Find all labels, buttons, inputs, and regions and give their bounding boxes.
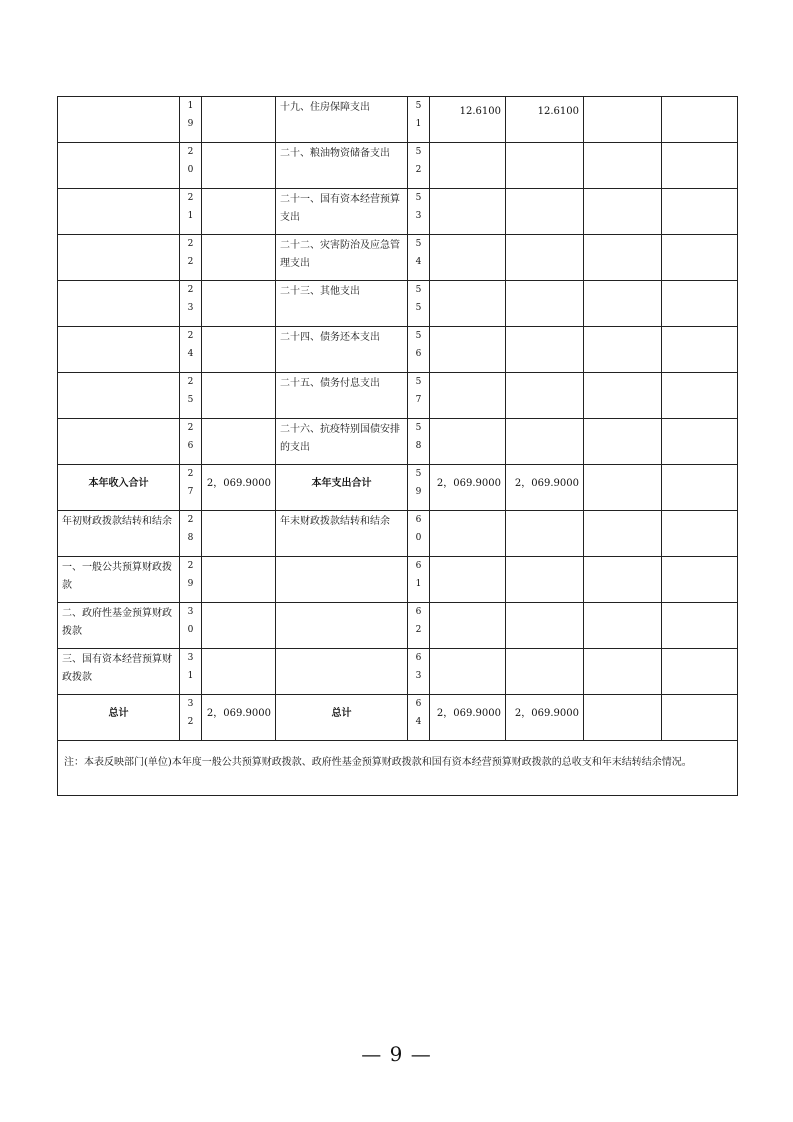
income-item-label (58, 235, 180, 281)
income-item-label (58, 189, 180, 235)
general-budget-amount (506, 327, 584, 373)
fund-budget-amount (584, 419, 662, 465)
expense-total-amount (430, 143, 506, 189)
expense-row-number-text: 55 (415, 285, 422, 313)
expense-row-number (408, 419, 430, 465)
income-row-number-text: 30 (187, 607, 194, 635)
expense-item-label: 二十五、债务付息支出 (276, 373, 408, 419)
table-row (58, 327, 738, 373)
table-row (58, 419, 738, 465)
expense-row-number-text: 64 (415, 699, 422, 727)
state-capital-budget-amount (662, 419, 738, 465)
income-amount (202, 419, 276, 465)
state-capital-budget-amount (662, 327, 738, 373)
general-budget-amount (506, 281, 584, 327)
income-row-number-text: 19 (187, 101, 194, 129)
table-row (58, 97, 738, 143)
income-row-number-text: 31 (187, 653, 194, 681)
expense-row-number (408, 143, 430, 189)
state-capital-budget-amount (662, 97, 738, 143)
expense-item-label (276, 603, 408, 649)
income-row-number-text: 20 (187, 147, 194, 175)
income-item-label: 一、一般公共预算财政拨款 (58, 557, 180, 603)
expense-row-number (408, 373, 430, 419)
fiscal-appropriation-table (57, 96, 738, 796)
income-amount (202, 189, 276, 235)
expense-row-number (408, 465, 430, 511)
income-row-number (180, 97, 202, 143)
income-item-label (58, 97, 180, 143)
expense-row-number-text: 60 (415, 515, 422, 543)
income-row-number (180, 695, 202, 741)
general-budget-amount: 2，069.9000 (506, 695, 584, 741)
expense-total-amount (430, 603, 506, 649)
general-budget-amount: 2，069.9000 (506, 465, 584, 511)
income-row-number (180, 235, 202, 281)
expense-item-label: 二十、粮油物资储备支出 (276, 143, 408, 189)
state-capital-budget-amount (662, 557, 738, 603)
income-amount: 2，069.9000 (202, 695, 276, 741)
expense-row-number (408, 281, 430, 327)
income-row-number (180, 373, 202, 419)
income-row-number-text: 25 (187, 377, 194, 405)
table-note: 注：本表反映部门(单位)本年度一般公共预算财政拨款、政府性基金预算财政拨款和国有资本经营预算财政拨款的总收支和年末结转结余情况。 (58, 741, 738, 796)
income-row-number-text: 24 (187, 331, 194, 359)
general-budget-amount (506, 511, 584, 557)
income-amount (202, 373, 276, 419)
expense-total-amount (430, 189, 506, 235)
table-row (58, 465, 738, 511)
expense-row-number (408, 189, 430, 235)
fund-budget-amount (584, 695, 662, 741)
expense-item-label: 本年支出合计 (276, 465, 408, 511)
general-budget-amount (506, 189, 584, 235)
income-row-number-text: 21 (187, 193, 194, 221)
income-row-number (180, 465, 202, 511)
income-item-label: 本年收入合计 (58, 465, 180, 511)
income-amount (202, 649, 276, 695)
general-budget-amount (506, 419, 584, 465)
expense-row-number-text: 62 (415, 607, 422, 635)
table-row (58, 235, 738, 281)
expense-total-amount (430, 327, 506, 373)
expense-item-label: 总计 (276, 695, 408, 741)
state-capital-budget-amount (662, 603, 738, 649)
expense-total-amount (430, 649, 506, 695)
fund-budget-amount (584, 143, 662, 189)
general-budget-amount (506, 649, 584, 695)
income-item-label (58, 327, 180, 373)
general-budget-amount (506, 373, 584, 419)
expense-row-number-text: 51 (415, 101, 422, 129)
expense-row-number (408, 235, 430, 281)
table-row (58, 649, 738, 695)
income-amount (202, 143, 276, 189)
general-budget-amount (506, 143, 584, 189)
income-row-number (180, 189, 202, 235)
table-row (58, 143, 738, 189)
state-capital-budget-amount (662, 281, 738, 327)
income-row-number-text: 32 (187, 699, 194, 727)
income-item-label: 年初财政拨款结转和结余 (58, 511, 180, 557)
state-capital-budget-amount (662, 465, 738, 511)
income-row-number (180, 603, 202, 649)
fund-budget-amount (584, 235, 662, 281)
income-item-label (58, 143, 180, 189)
table-row (58, 189, 738, 235)
expense-row-number (408, 97, 430, 143)
general-budget-amount (506, 557, 584, 603)
income-row-number-text: 27 (187, 469, 194, 497)
expense-row-number-text: 59 (415, 469, 422, 497)
income-row-number-text: 28 (187, 515, 194, 543)
expense-row-number-text: 53 (415, 193, 422, 221)
expense-total-amount (430, 373, 506, 419)
table-row (58, 603, 738, 649)
expense-row-number (408, 649, 430, 695)
expense-item-label (276, 649, 408, 695)
fund-budget-amount (584, 465, 662, 511)
income-row-number-text: 29 (187, 561, 194, 589)
income-amount (202, 511, 276, 557)
expense-row-number-text: 52 (415, 147, 422, 175)
general-budget-amount: 12.6100 (506, 97, 584, 143)
state-capital-budget-amount (662, 649, 738, 695)
table-row (58, 373, 738, 419)
expense-item-label: 十九、住房保障支出 (276, 97, 408, 143)
income-amount (202, 97, 276, 143)
income-item-label (58, 419, 180, 465)
expense-total-amount: 2，069.9000 (430, 695, 506, 741)
income-row-number-text: 22 (187, 239, 194, 267)
income-row-number-text: 26 (187, 423, 194, 451)
income-row-number (180, 649, 202, 695)
general-budget-amount (506, 603, 584, 649)
expense-item-label: 二十六、抗疫特别国债安排的支出 (276, 419, 408, 465)
expense-row-number-text: 54 (415, 239, 422, 267)
fund-budget-amount (584, 189, 662, 235)
income-row-number-text: 23 (187, 285, 194, 313)
income-row-number (180, 143, 202, 189)
fund-budget-amount (584, 603, 662, 649)
income-amount (202, 327, 276, 373)
expense-item-label: 二十三、其他支出 (276, 281, 408, 327)
income-row-number (180, 511, 202, 557)
expense-row-number-text: 61 (415, 561, 422, 589)
expense-total-amount (430, 281, 506, 327)
state-capital-budget-amount (662, 695, 738, 741)
income-item-label (58, 373, 180, 419)
income-amount (202, 603, 276, 649)
expense-row-number-text: 56 (415, 331, 422, 359)
table-row (58, 281, 738, 327)
expense-total-amount (430, 557, 506, 603)
expense-row-number (408, 603, 430, 649)
expense-item-label (276, 557, 408, 603)
fund-budget-amount (584, 97, 662, 143)
expense-row-number (408, 511, 430, 557)
fund-budget-amount (584, 511, 662, 557)
income-amount (202, 281, 276, 327)
fund-budget-amount (584, 649, 662, 695)
state-capital-budget-amount (662, 235, 738, 281)
fund-budget-amount (584, 327, 662, 373)
expense-row-number (408, 327, 430, 373)
expense-row-number (408, 695, 430, 741)
state-capital-budget-amount (662, 511, 738, 557)
expense-item-label: 二十二、灾害防治及应急管理支出 (276, 235, 408, 281)
expense-total-amount (430, 511, 506, 557)
income-amount: 2，069.9000 (202, 465, 276, 511)
income-row-number (180, 281, 202, 327)
expense-total-amount: 2，069.9000 (430, 465, 506, 511)
income-item-label: 二、政府性基金预算财政拨款 (58, 603, 180, 649)
expense-total-amount (430, 419, 506, 465)
income-row-number (180, 557, 202, 603)
state-capital-budget-amount (662, 189, 738, 235)
general-budget-amount (506, 235, 584, 281)
expense-total-amount (430, 235, 506, 281)
note-row (58, 741, 738, 796)
expense-row-number (408, 557, 430, 603)
expense-item-label: 二十四、债务还本支出 (276, 327, 408, 373)
fund-budget-amount (584, 557, 662, 603)
fund-budget-amount (584, 281, 662, 327)
income-item-label (58, 281, 180, 327)
table-row (58, 695, 738, 741)
state-capital-budget-amount (662, 143, 738, 189)
expense-item-label: 年末财政拨款结转和结余 (276, 511, 408, 557)
expense-row-number-text: 58 (415, 423, 422, 451)
state-capital-budget-amount (662, 373, 738, 419)
expense-item-label: 二十一、国有资本经营预算支出 (276, 189, 408, 235)
income-amount (202, 235, 276, 281)
expense-row-number-text: 63 (415, 653, 422, 681)
table-row (58, 557, 738, 603)
income-item-label: 总计 (58, 695, 180, 741)
income-amount (202, 557, 276, 603)
expense-total-amount: 12.6100 (430, 97, 506, 143)
income-row-number (180, 327, 202, 373)
fund-budget-amount (584, 373, 662, 419)
expense-row-number-text: 57 (415, 377, 422, 405)
page-number: — 9 — (361, 1042, 432, 1066)
income-item-label: 三、国有资本经营预算财政拨款 (58, 649, 180, 695)
table-body (58, 97, 738, 741)
income-row-number (180, 419, 202, 465)
table-row (58, 511, 738, 557)
